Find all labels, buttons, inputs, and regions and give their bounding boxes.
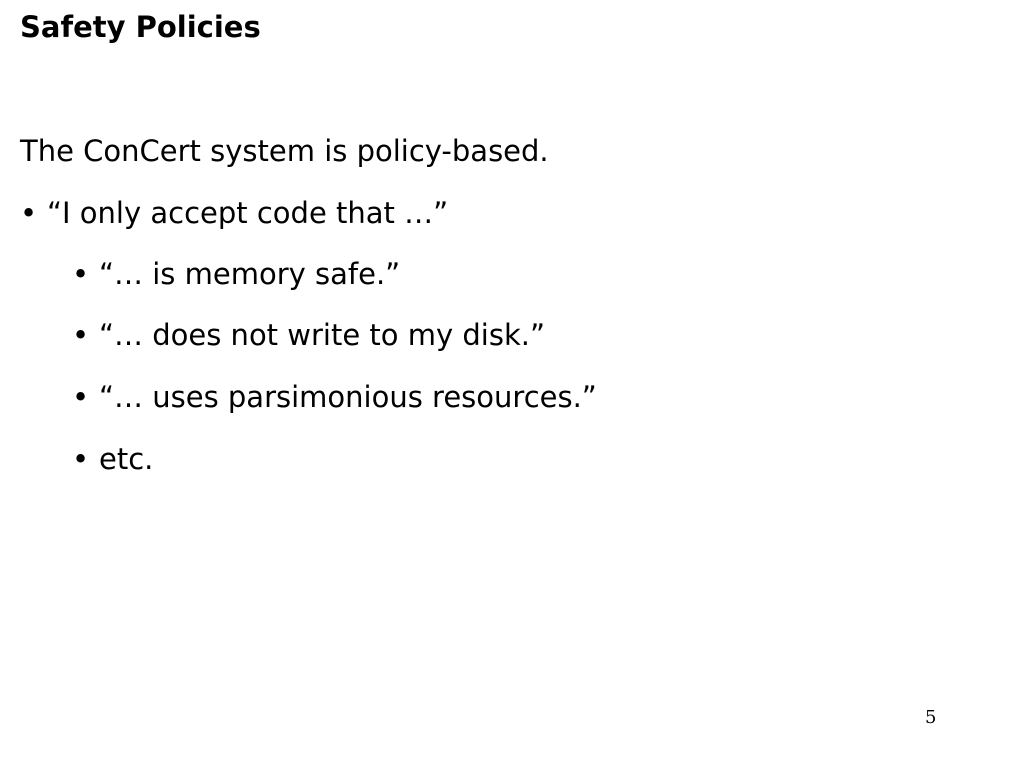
bullet-text: “… does not write to my disk.” — [99, 318, 545, 352]
bullet-text: “… uses parsimonious resources.” — [99, 380, 597, 414]
bullet-item-level-2 — [72, 440, 153, 478]
bullet-item-level-1 — [20, 194, 448, 232]
bullet-icon: • — [72, 380, 90, 414]
bullet-item-level-2 — [72, 378, 597, 416]
bullet-icon: • — [20, 196, 38, 230]
bullet-text: etc. — [99, 442, 154, 476]
bullet-text: “I only accept code that …” — [47, 196, 449, 230]
bullet-item-level-2 — [72, 316, 545, 354]
page-number: 5 — [925, 707, 937, 728]
bullet-icon: • — [72, 257, 90, 291]
slide-title: Safety Policies — [20, 10, 261, 44]
bullet-item-level-2 — [72, 255, 400, 293]
intro-text: The ConCert system is policy-based. — [20, 134, 549, 168]
bullet-icon: • — [72, 318, 90, 352]
bullet-icon: • — [72, 442, 90, 476]
bullet-text: “… is memory safe.” — [99, 257, 401, 291]
